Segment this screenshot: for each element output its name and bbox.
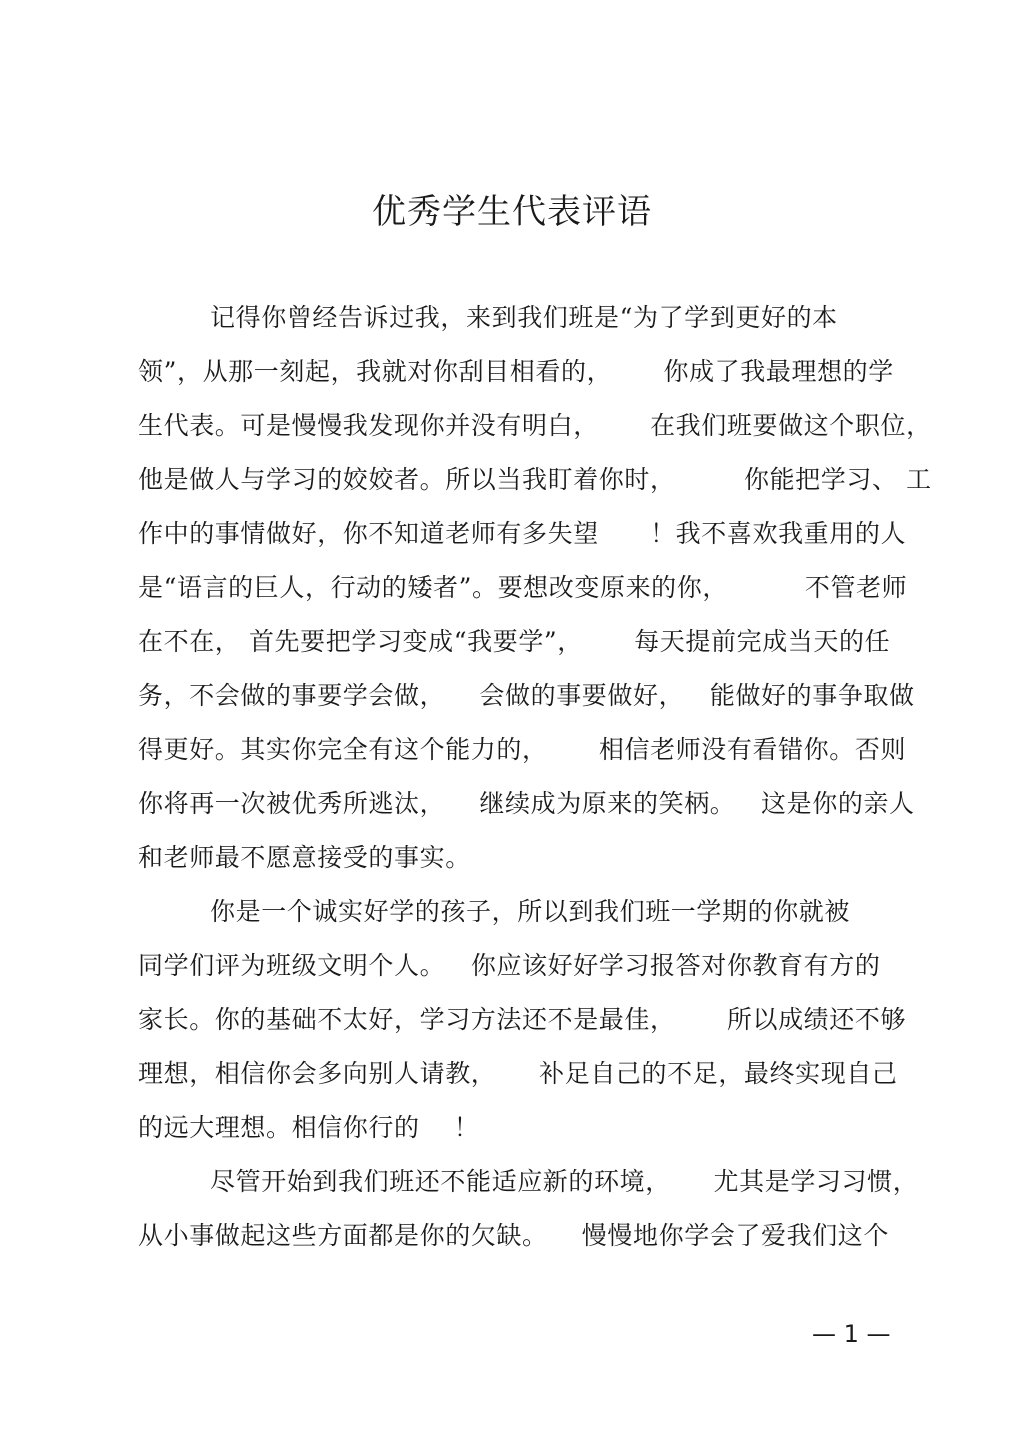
paragraph-line: 得更好。其实你完全有这个能力的， 相信老师没有看错你。否则	[138, 735, 907, 764]
paragraph-line: 生代表。可是慢慢我发现你并没有明白， 在我们班要做这个职位，	[138, 411, 932, 440]
paragraph-line: 从小事做起这些方面都是你的欠缺。 慢慢地你学会了爱我们这个	[138, 1221, 889, 1250]
paragraph-line: 记得你曾经告诉过我，来到我们班是“为了学到更好的本	[210, 303, 838, 332]
paragraph-line: 他是做人与学习的姣姣者。所以当我盯着你时， 你能把学习、 工	[138, 465, 932, 494]
paragraph-line: 作中的事情做好，你不知道老师有多失望 ！我不喜欢我重用的人	[138, 519, 907, 548]
paragraph-line: 领”，从那一刻起，我就对你刮目相看的， 你成了我最理想的学	[138, 357, 894, 386]
paragraph-line: 理想，相信你会多向别人请教， 补足自己的不足，最终实现自己	[138, 1059, 898, 1088]
paragraph-line: 和老师最不愿意接受的事实。	[138, 843, 471, 872]
paragraph-line: 务，不会做的事要学会做， 会做的事要做好， 能做好的事争取做	[138, 681, 915, 710]
page-number: — 1 —	[812, 1320, 891, 1348]
paragraph-line: 尽管开始到我们班还不能适应新的环境， 尤其是学习习惯，	[210, 1167, 919, 1196]
paragraph-line: 家长。你的基础不太好，学习方法还不是最佳， 所以成绩还不够	[138, 1005, 907, 1034]
paragraph-line: 你将再一次被优秀所逃汰， 继续成为原来的笑柄。 这是你的亲人	[138, 789, 915, 818]
paragraph-line: 在不在， 首先要把学习变成“我要学”， 每天提前完成当天的任	[138, 627, 891, 656]
paragraph-line: 是“语言的巨人，行动的矮者”。要想改变原来的你， 不管老师	[138, 573, 908, 602]
paragraph-line: 同学们评为班级文明个人。 你应该好好学习报答对你教育有方的	[138, 951, 881, 980]
document-title: 优秀学生代表评语	[372, 192, 652, 232]
paragraph-line: 你是一个诚实好学的孩子，所以到我们班一学期的你就被	[210, 897, 851, 926]
paragraph-line: 的远大理想。相信你行的 ！	[138, 1113, 480, 1142]
